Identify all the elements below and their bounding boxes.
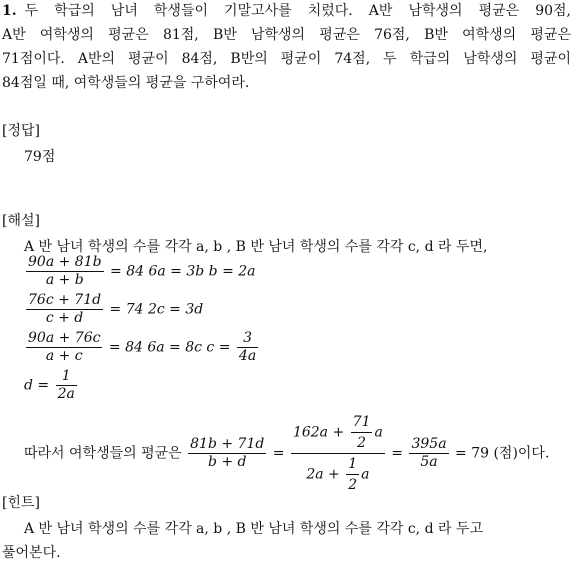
conclusion-line: 따라서 여학생들의 평균은 $\frac{81b + 71d}{b + d}$ = 162a + $\frac{71}{2}$ a 2a + $\frac{1}{2}$ a = $\frac{395a}{5a}$ = 79 (점)이다. [24, 414, 550, 493]
conclusion-suffix: = 79 (점)이다. [455, 445, 550, 462]
problem-number: 1. [2, 3, 17, 19]
equation-1 [24, 254, 256, 289]
eq3-result-numerator: 3 [237, 330, 258, 348]
eq1-fraction [26, 254, 104, 289]
problem-line-3: 71점이다. A반의 평균이 84점, B반의 평균이 74점, 두 학급의 남학생의 평균이 [2, 51, 571, 67]
eq4-denominator: 2a [57, 386, 75, 402]
c2-den-inner-fraction [346, 454, 359, 495]
conclusion-fraction-3 [409, 436, 448, 471]
eq3-denominator: a + c [45, 348, 83, 364]
answer-heading: [정답] [2, 123, 40, 139]
eq3-result-fraction [237, 330, 258, 365]
eq3-rest: = 84 6a = 8c c = [108, 339, 231, 356]
eq1-rest: = 84 6a = 3b b = 2a [110, 263, 256, 280]
problem-line-2: A반 여학생의 평균은 81점, B반 남학생의 평균은 76점, B반 여학생의 평균은 [2, 27, 571, 43]
eq2-rest: = 74 2c = 3d [109, 301, 204, 318]
conclusion-fraction-2 [291, 412, 385, 495]
c2-den-inner-numerator: 1 [346, 454, 359, 475]
c2-denominator [291, 454, 385, 495]
c1-denominator: b + d [207, 454, 247, 470]
equation-2 [24, 292, 203, 327]
eq1-numerator: 90a + 81b [28, 254, 102, 270]
c2-den-part-a: 2a + [306, 466, 340, 483]
c1-numerator: 81b + 71d [190, 436, 265, 452]
eq2-denominator: c + d [45, 310, 84, 326]
c3-numerator: 395a [411, 436, 447, 452]
problem-text-1: 두 학급의 남녀 학생들이 기말고사를 치렀다. A반 남학생의 평균은 90점, [24, 3, 571, 19]
c2-den-inner-denominator: 2 [348, 477, 358, 493]
hint-line-2: 풀어본다. [2, 545, 61, 561]
eq4-lhs: d = [24, 377, 50, 394]
eq3-fraction [26, 330, 102, 365]
conclusion-prefix: 따라서 여학생들의 평균은 [24, 445, 182, 462]
eq1-denominator: a + b [45, 272, 84, 288]
c3-denominator: 5a [420, 454, 438, 470]
hint-heading: [힌트] [2, 495, 40, 511]
c2-num-inner-denominator: 2 [357, 435, 367, 451]
c2-numerator [291, 412, 385, 454]
eq2-numerator: 76c + 71d [28, 292, 102, 308]
c2-num-inner-fraction [351, 412, 373, 453]
answer-value: 79점 [24, 149, 56, 165]
conclusion-fraction-1 [188, 436, 266, 471]
c2-num-part-b: a [374, 424, 383, 441]
eq3-numerator: 90a + 76c [28, 330, 101, 346]
solution-heading: [해설] [2, 213, 40, 229]
c2-den-part-b: a [361, 466, 370, 483]
hint-line-1: A 반 남녀 학생의 수를 각각 a, b , B 반 남녀 학생의 수를 각각 c, d 라 두고 [24, 521, 484, 537]
eq3-result-denominator: 4a [238, 348, 257, 364]
equation-3 [24, 330, 260, 365]
c2-num-inner-numerator: 71 [351, 412, 373, 433]
eq4-numerator: 1 [56, 368, 77, 386]
eq2-fraction [26, 292, 103, 327]
problem-line-4: 84점일 때, 여학생들의 평균을 구하여라. [2, 75, 250, 91]
eq4-fraction [56, 368, 77, 403]
equation-4 [24, 368, 79, 403]
solution-intro: A 반 남녀 학생의 수를 각각 a, b , B 반 남녀 학생의 수를 각각 c, d 라 두면, [24, 239, 488, 255]
problem-line-1 [2, 2, 571, 20]
c2-num-part-a: 162a + [292, 424, 345, 441]
